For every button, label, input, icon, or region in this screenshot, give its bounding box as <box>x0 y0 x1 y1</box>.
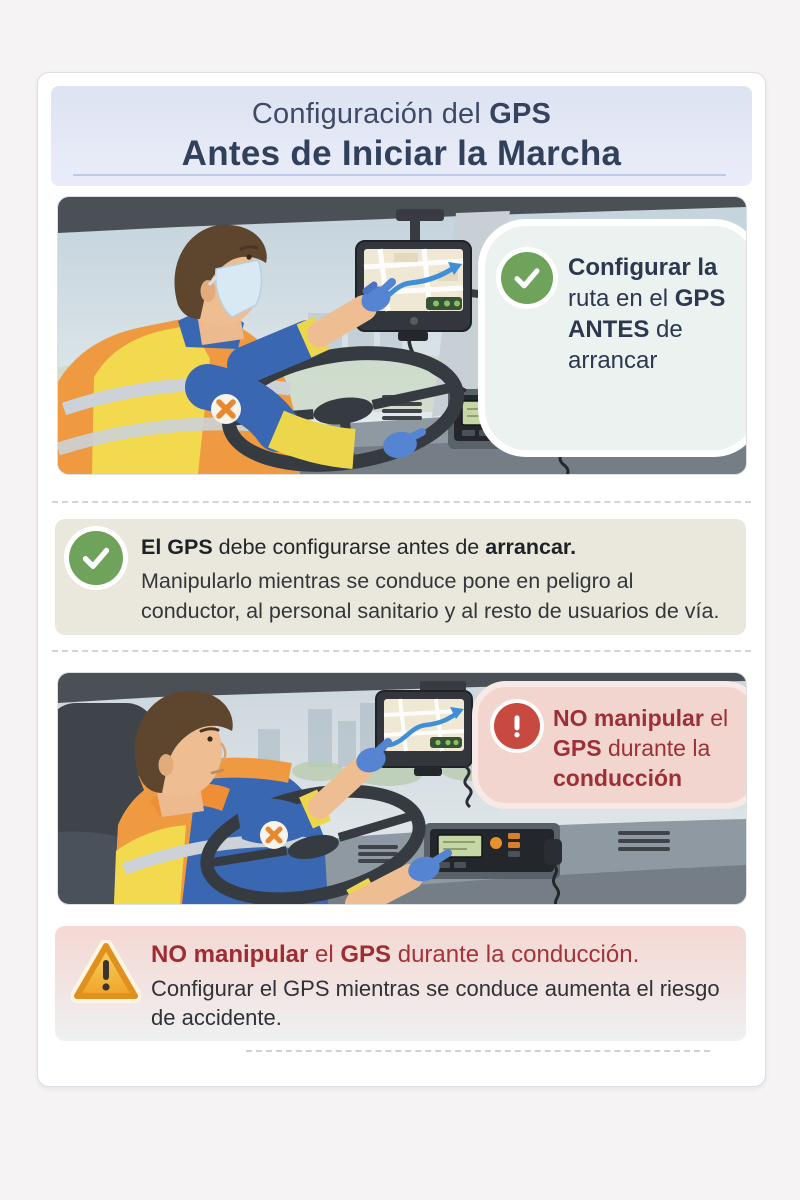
warning-heading <box>151 940 731 970</box>
callout-seg: de arrancar <box>568 316 683 374</box>
callout-configure-text <box>568 252 741 376</box>
note-seg-bold: El GPS <box>141 535 213 559</box>
driver-ear <box>159 754 174 776</box>
check-icon <box>69 531 123 585</box>
dashed-divider <box>52 501 751 503</box>
gps-clamp <box>414 767 442 776</box>
warning-seg-bold: GPS <box>340 941 392 968</box>
safe-practice-note <box>55 519 746 635</box>
callout-no-manipular-text <box>553 703 744 793</box>
page-title-line1 <box>51 98 752 131</box>
callout-seg: el <box>703 705 729 731</box>
callout-seg-bold: GPS ANTES <box>568 285 726 343</box>
note-text <box>141 532 736 626</box>
driver-ear <box>201 280 216 302</box>
warning-seg: el <box>308 941 341 968</box>
warning-seg: durante la conducción. <box>391 941 640 968</box>
callout-seg-bold: GPS <box>553 735 602 761</box>
exclamation-icon <box>494 703 540 749</box>
check-icon <box>501 252 553 304</box>
driver-eye <box>246 254 251 259</box>
dashed-divider-short <box>246 1050 710 1052</box>
warning-body: Configurar el GPS mientras se conduce aumenta el riesgo de accidente. <box>151 976 720 1030</box>
gps-clamp <box>398 331 428 341</box>
page-title-line2: Antes de Iniciar la Marcha <box>181 134 622 173</box>
air-vent-right <box>618 831 670 851</box>
callout-seg-bold: Configurar la <box>568 254 718 281</box>
title-underline <box>73 174 726 176</box>
illustration-driving-scene <box>58 673 746 904</box>
warning-seg-bold: NO manipular <box>151 941 309 968</box>
callout-seg-bold: conducción <box>553 765 683 791</box>
callout-no-manipular <box>472 681 746 809</box>
infographic-card <box>37 72 766 1087</box>
callout-seg-bold: NO manipular <box>553 705 704 731</box>
callout-configure-before <box>478 219 746 457</box>
callout-seg: ruta en el <box>568 285 675 312</box>
note-seg-bold: arrancar. <box>485 535 577 559</box>
note-icon-wrap <box>69 531 123 585</box>
illustration-parked-scene <box>58 197 746 474</box>
warning-triangle-icon <box>71 940 141 1009</box>
driver-eye <box>207 736 212 741</box>
gps-home-button <box>410 317 418 325</box>
note-line2: Manipularlo mientras se conduce pone en peligro al conductor, al personal sanitario y al resto de usuarios de vía. <box>141 569 720 623</box>
note-line1 <box>141 532 736 562</box>
dashed-divider <box>52 650 751 652</box>
title-banner <box>51 86 752 186</box>
title-line1-bold: GPS <box>489 98 552 130</box>
title-line1-text: Configuración del <box>251 98 490 130</box>
note-seg: debe configurarse antes de <box>212 535 486 559</box>
callout-seg: durante la <box>601 735 711 761</box>
warning-block <box>55 926 746 1041</box>
